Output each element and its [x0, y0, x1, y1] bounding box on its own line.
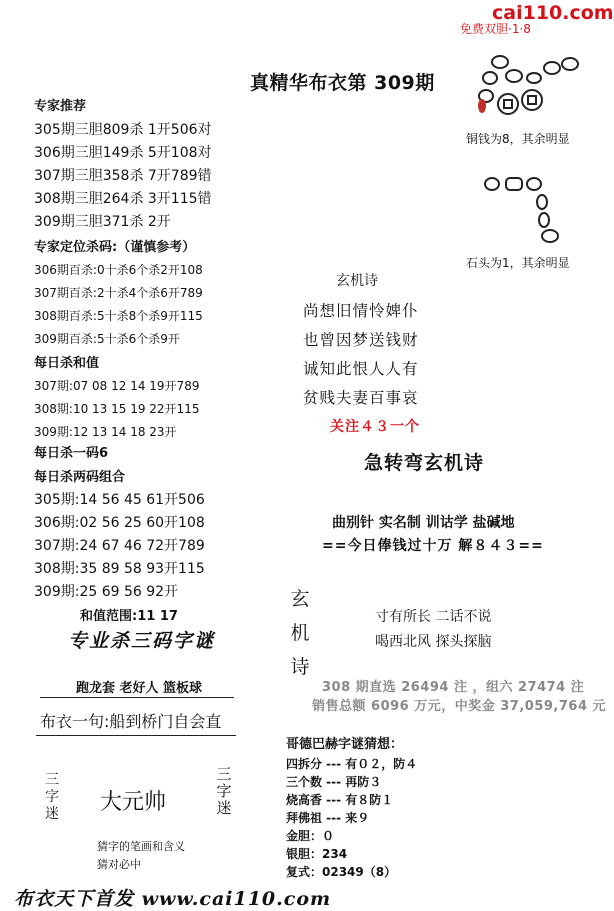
- coin-chain-icon: [470, 44, 590, 124]
- goedel-title: 哥德巴赫字谜猜想：: [286, 737, 404, 752]
- goedel-row: 烧高香 --- 有８防１: [286, 793, 394, 807]
- logo-subtitle: 免费双胆·1·8: [460, 22, 531, 36]
- daily-sum-title: 每日杀和值: [34, 356, 100, 371]
- sales-stat: 308 期直选 26494 注 ，组六 27474 注: [322, 680, 585, 695]
- expert-row: 306期三胆149杀 5开108对: [34, 145, 212, 161]
- word-riddles: 曲别针 实名制 训诂学 盐碱地: [332, 515, 515, 531]
- poem-line: 诚知此恨人人有: [303, 360, 419, 378]
- daily-pair-row: 305期:14 56 45 61开506: [34, 492, 205, 508]
- daily-pair-row: 307期:24 67 46 72开789: [34, 538, 205, 554]
- xuanji-vertical: 玄机诗: [290, 588, 310, 678]
- daily-pair-row: 309期:25 69 56 92开: [34, 584, 179, 600]
- da-yuan-shuai: 大元帅: [100, 790, 167, 815]
- footer-banner: 布衣天下首发 www.cai110.com: [14, 888, 332, 910]
- goedel-row: 复式：02349（8）: [286, 865, 397, 879]
- daily-pair-row: 308期:35 89 58 93开115: [34, 561, 205, 577]
- position-kill-row: 308期百杀:5十杀8个杀9开115: [34, 309, 203, 323]
- daily-pair-title: 每日杀两码组合: [34, 470, 126, 485]
- guess-hint: 猜对必中: [97, 858, 141, 871]
- goedel-row: 银胆：234: [286, 847, 348, 861]
- site-logo: cai110.com: [492, 2, 614, 24]
- daily-sum-row: 308期:10 13 15 19 22开115: [34, 402, 200, 416]
- san-zi-mi-right: 三字迷: [216, 765, 232, 817]
- xuanji-line: 寸有所长 二话不说: [375, 609, 492, 625]
- expert-row: 307期三胆358杀 7开789错: [34, 168, 212, 184]
- guess-hint: 猜字的笔画和含义: [97, 840, 185, 853]
- poem-title: 玄机诗: [336, 273, 378, 289]
- sum-range: 和值范围:11 17: [80, 609, 178, 624]
- stone-chain-icon: [478, 170, 568, 250]
- riddle-poem-title: 急转弯玄机诗: [364, 452, 485, 474]
- daily-sum-row: 309期:12 13 14 18 23开: [34, 425, 177, 439]
- expert-row: 308期三胆264杀 3开115错: [34, 191, 212, 207]
- riddle-title: 专业杀三码字谜: [68, 630, 216, 652]
- poem-line: 也曾因梦送钱财: [303, 331, 419, 349]
- daily-pair-row: 306期:02 56 25 60开108: [34, 515, 205, 531]
- xuanji-line: 喝西北风 探头探脑: [375, 634, 492, 650]
- divider: [40, 697, 234, 698]
- position-kill-row: 307期百杀:2十杀4个杀6开789: [34, 286, 203, 300]
- expert-row: 305期三胆809杀 1开506对: [34, 122, 212, 138]
- position-kill-title: 专家定位杀码:（谨慎参考）: [34, 240, 196, 255]
- page-title: 真精华布衣第 309期: [250, 72, 435, 94]
- position-kill-row: 309期百杀:5十杀6个杀9开: [34, 332, 180, 346]
- divider: [36, 735, 236, 736]
- buyi-line: 布衣一句:船到桥门自会直: [40, 712, 222, 731]
- goedel-row: 三个数 --- 再防３: [286, 775, 382, 789]
- focus-note: 关注４３一个: [330, 419, 420, 435]
- goedel-row: 金胆：０: [286, 829, 335, 843]
- stone-caption: 石头为1，其余明显: [466, 256, 570, 270]
- goedel-row: 四拆分 --- 有０２，防４: [286, 757, 418, 771]
- daily-one-kill: 每日杀一码6: [34, 446, 109, 461]
- position-kill-row: 306期百杀:0十杀6个杀2开108: [34, 263, 203, 277]
- salary-line: ==今日俸钱过十万 解８４３==: [322, 538, 544, 554]
- san-zi-mi-left: 三字迷: [45, 772, 59, 822]
- daily-sum-row: 307期:07 08 12 14 19开789: [34, 379, 200, 393]
- goedel-row: 拜佛祖 --- 来９: [286, 811, 370, 825]
- poem-line: 尚想旧情怜婢仆: [303, 302, 419, 320]
- poem-line: 贫贱夫妻百事哀: [303, 389, 419, 407]
- sales-stat: 销售总额 6096 万元，中奖金 37,059,764 元: [312, 699, 607, 714]
- expert-title: 专家推荐: [34, 99, 87, 114]
- coin-caption: 铜钱为8，其余明显: [466, 132, 570, 146]
- horse-words: 跑龙套 老好人 篮板球: [76, 681, 203, 696]
- expert-row: 309期三胆371杀 2开: [34, 214, 171, 230]
